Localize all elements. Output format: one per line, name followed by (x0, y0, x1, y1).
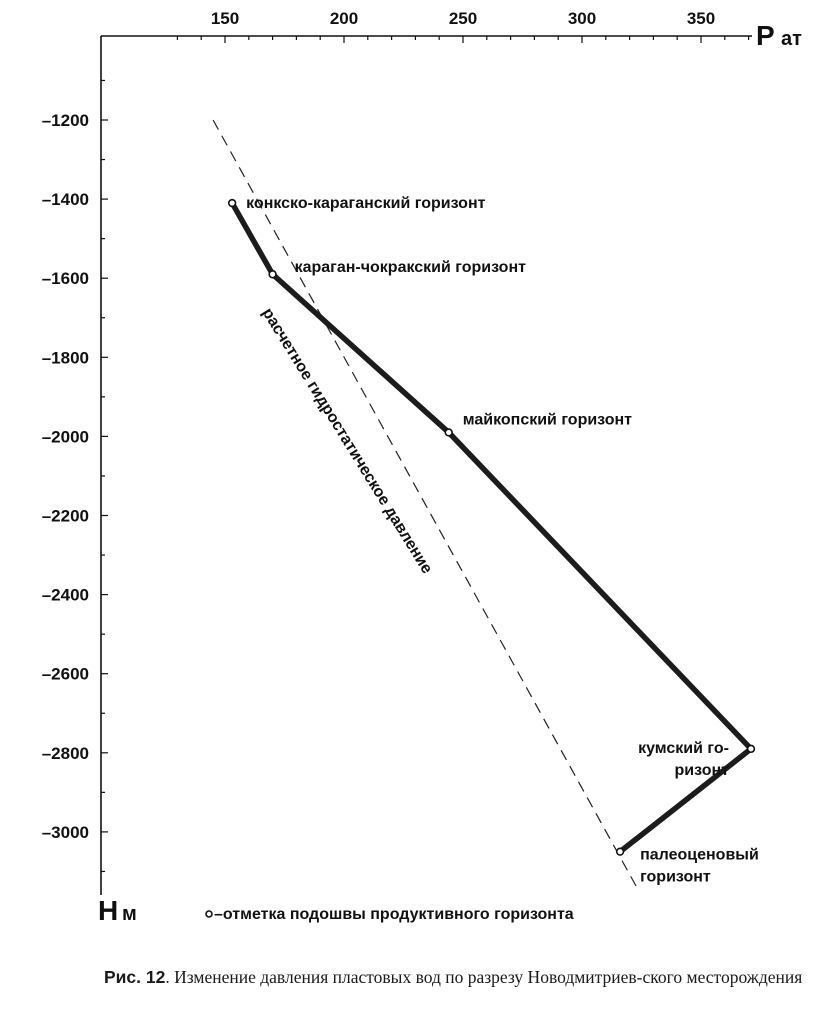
y-axis-title: H (98, 895, 119, 926)
point-label: майкопский горизонт (462, 411, 633, 429)
legend-text: –отметка подошвы продуктивного горизонта (214, 906, 574, 923)
axes (101, 36, 752, 895)
y-tick-label: –1600 (41, 269, 89, 289)
point-label-line: кумский го- (638, 739, 729, 757)
figure-caption-text: . Изменение давления пластовых вод по разрезу Новодмитриев-ского месторождения (165, 967, 803, 987)
y-tick-label: –1400 (41, 190, 89, 210)
series-segment (449, 432, 751, 748)
y-tick-label: –2400 (41, 585, 89, 605)
y-axis-unit: м (122, 903, 137, 925)
point-label: караган-чокракский горизонт (294, 259, 526, 277)
y-tick-label: –2000 (41, 427, 89, 447)
x-axis-title: P (756, 20, 775, 51)
data-point (229, 200, 236, 207)
data-point (269, 271, 276, 278)
legend-marker (206, 911, 212, 917)
point-label-line: ризонт (674, 761, 729, 779)
figure-number: Рис. 12 (104, 967, 166, 987)
figure-caption (104, 966, 804, 989)
series-segment (232, 203, 272, 274)
x-tick-label: 150 (210, 9, 240, 28)
y-tick-label: –1200 (41, 111, 89, 130)
x-axis-unit: ат (781, 28, 802, 50)
x-tick-label: 350 (686, 9, 716, 28)
data-point (748, 745, 755, 752)
y-tick-label: –3000 (41, 822, 89, 842)
x-tick-label: 250 (448, 9, 478, 28)
point-label (638, 740, 729, 779)
point-label-line: горизонт (640, 868, 711, 886)
y-tick-label: –2200 (41, 506, 89, 526)
hydrostatic-pressure-line (213, 120, 637, 887)
y-tick-label: –2800 (41, 743, 89, 763)
y-tick-label: –2600 (41, 664, 89, 684)
point-label-line: палеоценовый (640, 846, 759, 864)
hydrostatic-line (213, 120, 637, 887)
data-point (617, 848, 624, 855)
hydrostatic-line-label: расчетное гидростатическое давление (258, 305, 436, 577)
point-label: конкско-караганский горизонт (246, 195, 486, 213)
point-labels (246, 195, 759, 886)
data-point (445, 429, 452, 436)
x-tick-label: 200 (329, 9, 359, 28)
point-label (640, 847, 759, 886)
x-tick-label: 300 (567, 9, 597, 28)
y-tick-label: –1800 (41, 348, 89, 368)
